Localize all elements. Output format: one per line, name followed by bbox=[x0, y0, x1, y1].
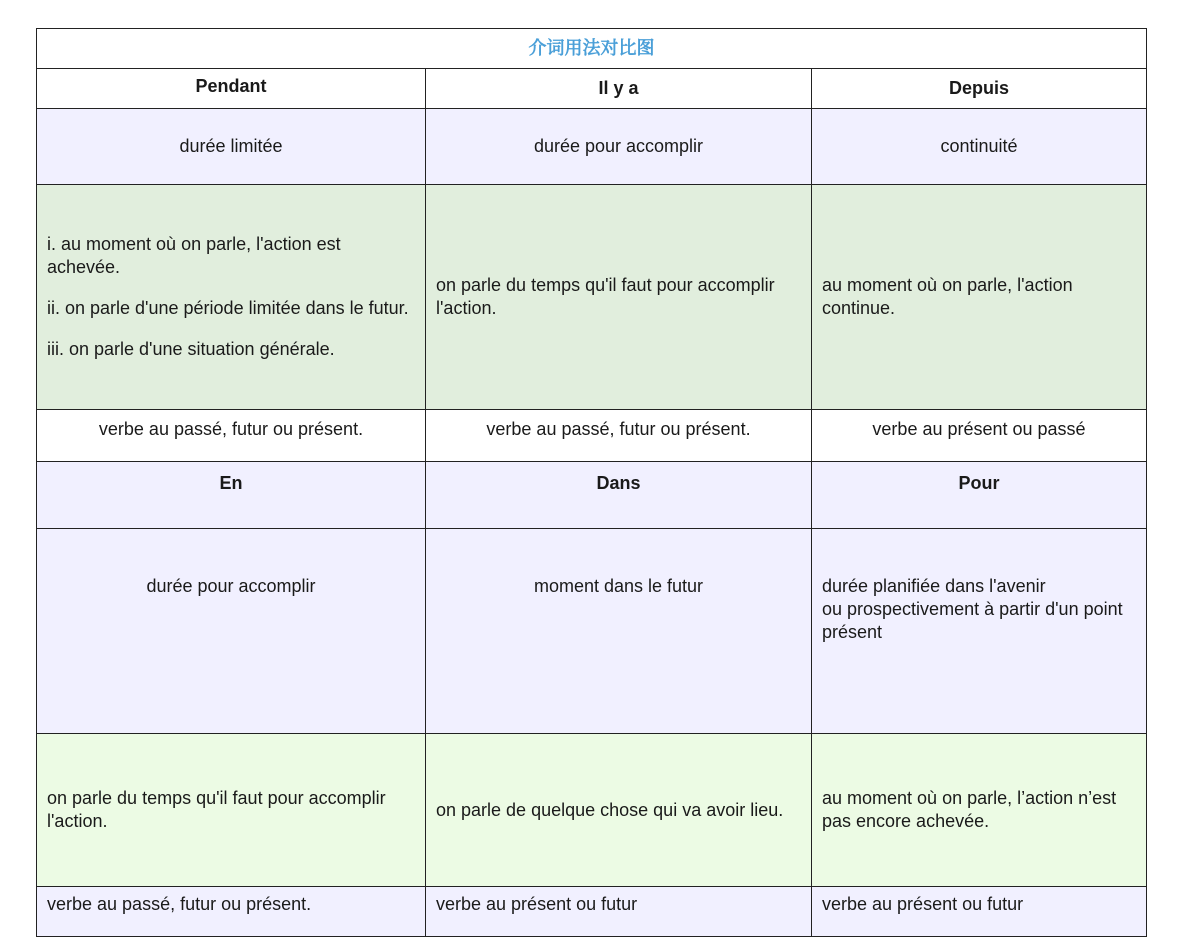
verb-en: verbe au passé, futur ou présent. bbox=[37, 887, 426, 937]
meaning-pour-line-2: ou prospectivement à partir d'un point présent bbox=[822, 599, 1123, 642]
verb-dans: verbe au présent ou futur bbox=[426, 887, 812, 937]
verb-il-y-a: verbe au passé, futur ou présent. bbox=[426, 410, 812, 462]
usage-pendant-ii: ii. on parle d'une période limitée dans le futur. bbox=[47, 298, 409, 318]
usage-il-y-a: on parle du temps qu'il faut pour accomplir l'action. bbox=[426, 185, 812, 410]
usage-depuis: au moment où on parle, l'action continue. bbox=[812, 185, 1147, 410]
verb-pour: verbe au présent ou futur bbox=[812, 887, 1147, 937]
meaning-en: durée pour accomplir bbox=[37, 529, 426, 734]
verb-depuis: verbe au présent ou passé bbox=[812, 410, 1147, 462]
meaning-pour-line-1: durée planifiée dans l'avenir bbox=[822, 576, 1046, 596]
table-title: 介词用法对比图 bbox=[37, 29, 1147, 69]
header-pour: Pour bbox=[812, 462, 1147, 529]
meaning-il-y-a: durée pour accomplir bbox=[426, 109, 812, 185]
meaning-pendant: durée limitée bbox=[37, 109, 426, 185]
usage-row-bottom bbox=[37, 734, 1147, 887]
verb-pendant: verbe au passé, futur ou présent. bbox=[37, 410, 426, 462]
header-row-top bbox=[37, 69, 1147, 109]
meaning-row-bottom bbox=[37, 529, 1147, 734]
meaning-row-top bbox=[37, 109, 1147, 185]
header-il-y-a: Il y a bbox=[426, 69, 812, 109]
usage-pendant-iii: iii. on parle d'une situation générale. bbox=[47, 339, 335, 359]
usage-en: on parle du temps qu'il faut pour accomplir l'action. bbox=[37, 734, 426, 887]
header-pendant: Pendant bbox=[37, 69, 426, 109]
header-depuis: Depuis bbox=[812, 69, 1147, 109]
title-row bbox=[37, 29, 1147, 69]
usage-pour: au moment où on parle, l’action n’est pas encore achevée. bbox=[812, 734, 1147, 887]
header-row-bottom bbox=[37, 462, 1147, 529]
usage-dans: on parle de quelque chose qui va avoir lieu. bbox=[426, 734, 812, 887]
verb-row-bottom bbox=[37, 887, 1147, 937]
comparison-table bbox=[36, 28, 1147, 937]
usage-row-top bbox=[37, 185, 1147, 410]
usage-pendant-i: i. au moment où on parle, l'action est achevée. bbox=[47, 234, 341, 277]
meaning-pour bbox=[812, 529, 1147, 734]
usage-pendant bbox=[37, 185, 426, 410]
header-dans: Dans bbox=[426, 462, 812, 529]
meaning-depuis: continuité bbox=[812, 109, 1147, 185]
verb-row-top bbox=[37, 410, 1147, 462]
header-en: En bbox=[37, 462, 426, 529]
meaning-dans: moment dans le futur bbox=[426, 529, 812, 734]
